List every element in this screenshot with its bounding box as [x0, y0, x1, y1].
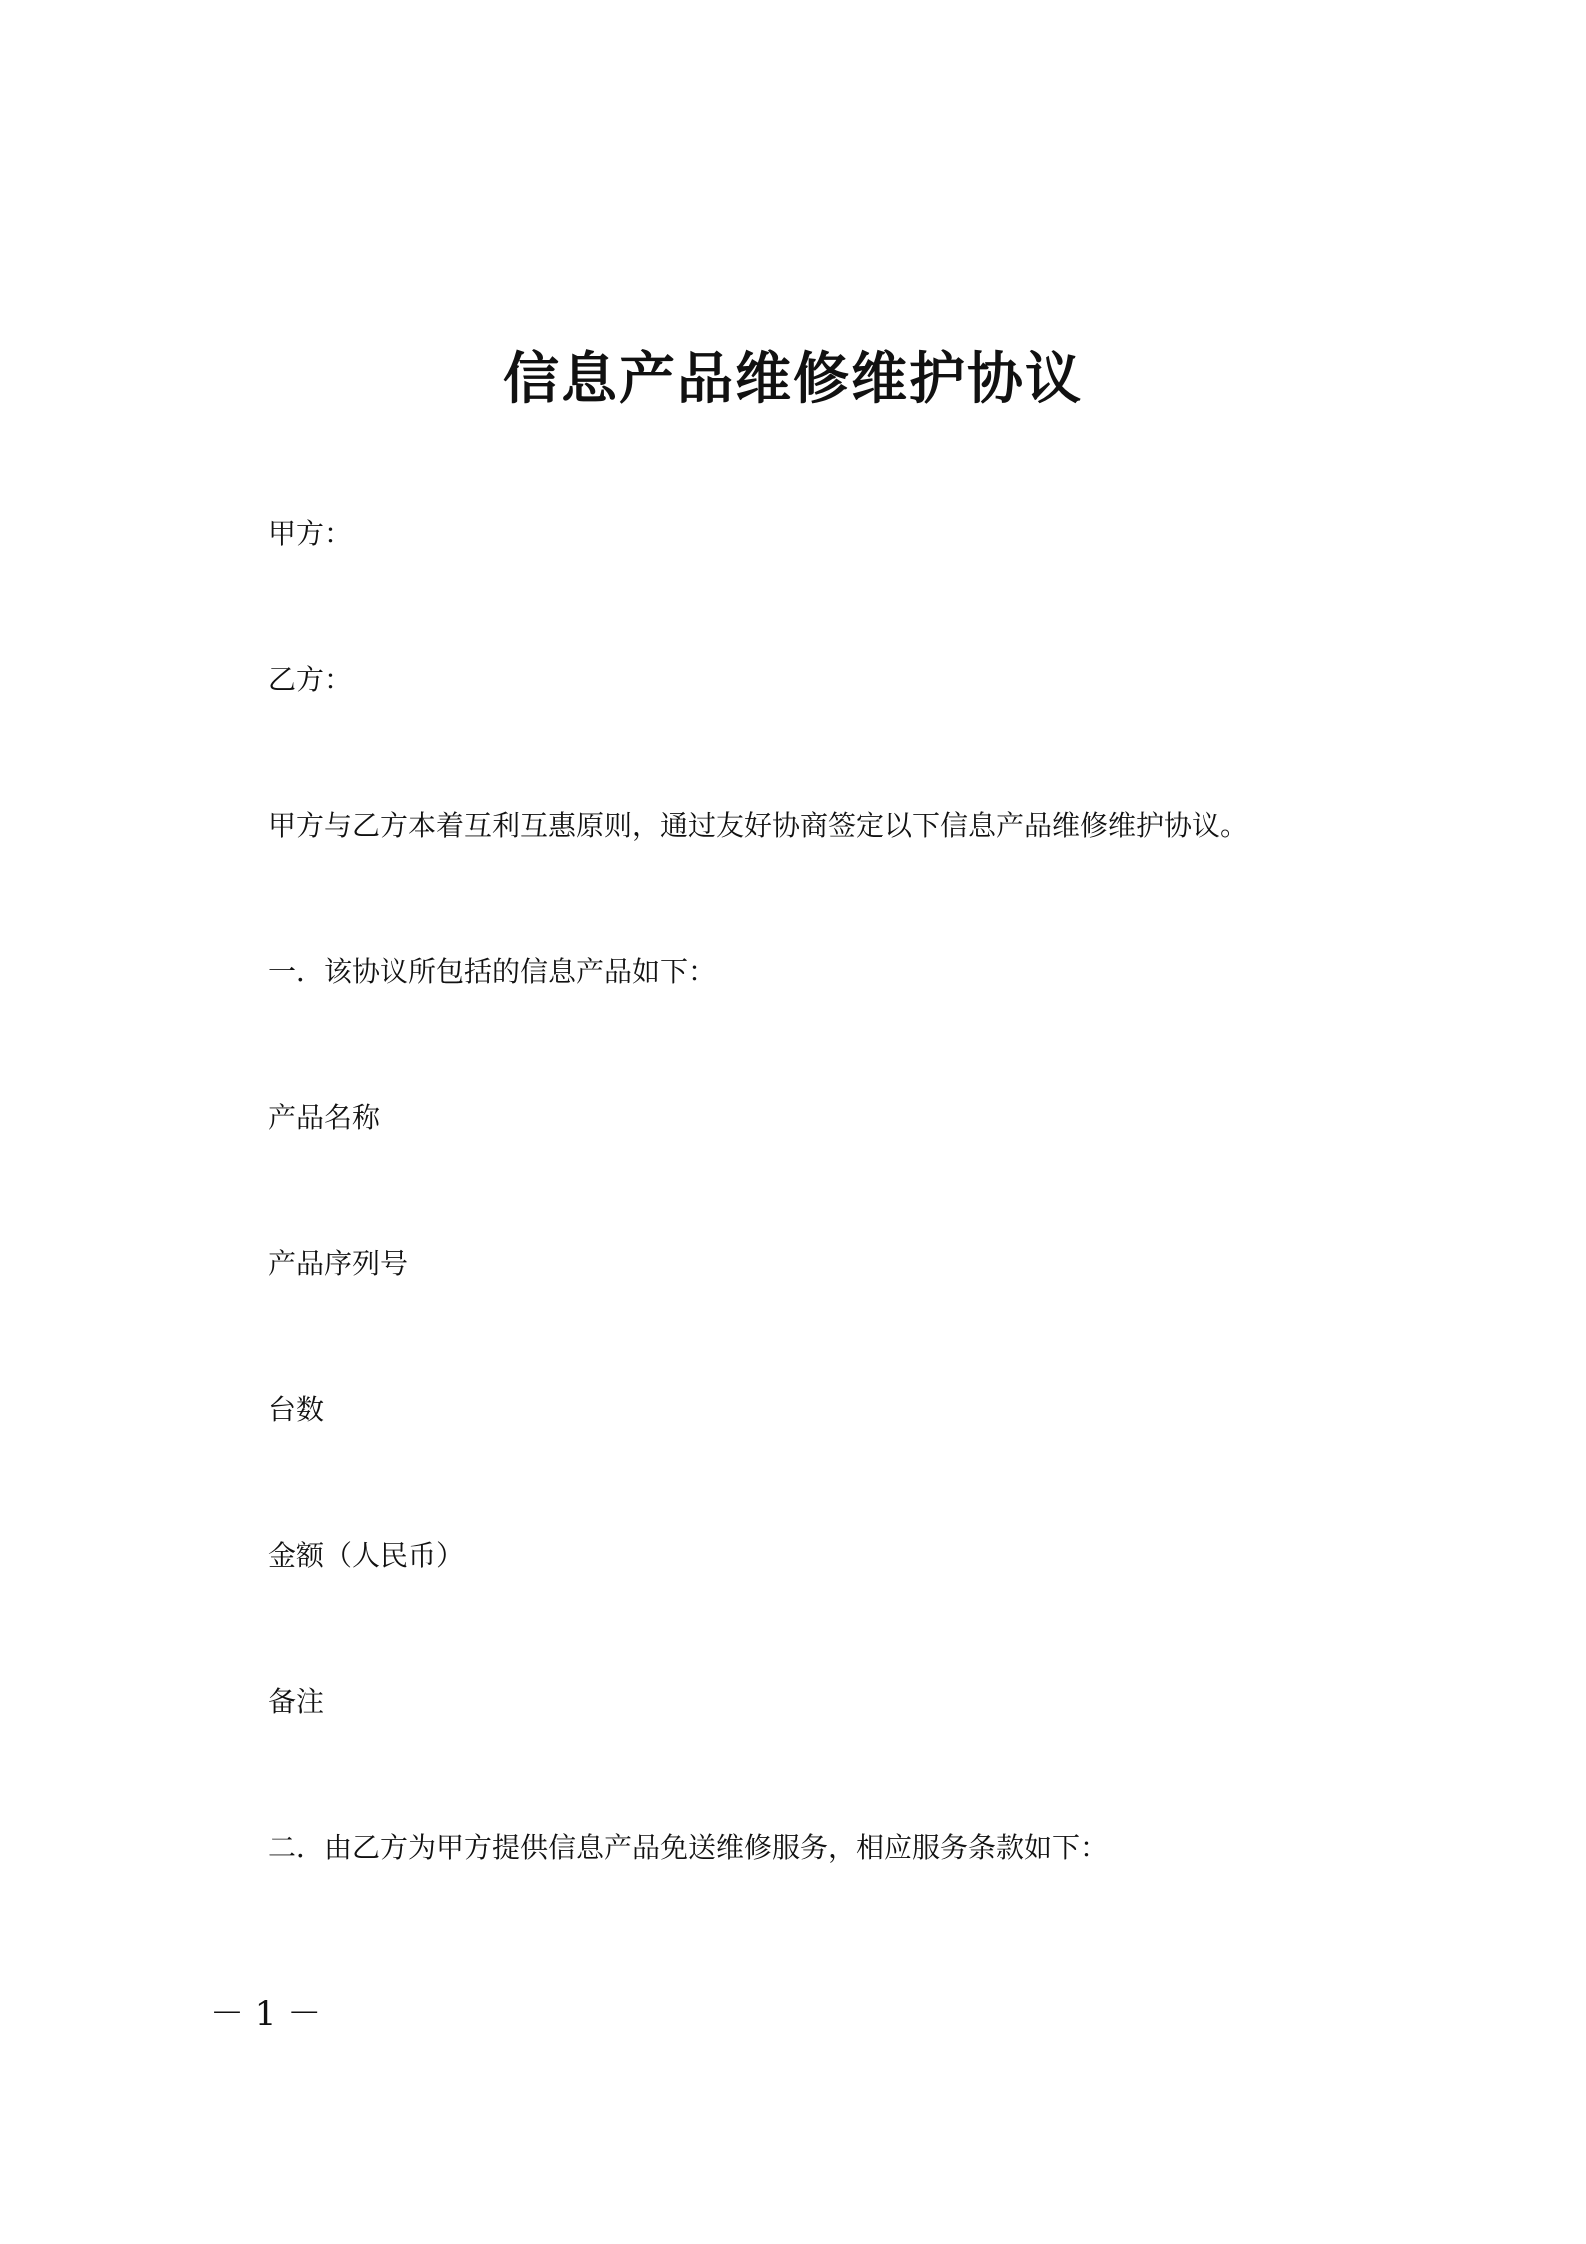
- preamble-text: 甲方与乙方本着互利互惠原则，通过友好协商签定以下信息产品维修维护协议。: [268, 809, 1249, 842]
- section1-heading: 一．该协议所包括的信息产品如下：: [268, 955, 717, 988]
- section2-heading: 二．由乙方为甲方提供信息产品免送维修服务，相应服务条款如下：: [268, 1831, 1109, 1864]
- field-remarks: 备注: [268, 1685, 325, 1718]
- party-a-label: 甲方：: [268, 517, 353, 550]
- party-b-label: 乙方：: [268, 663, 353, 696]
- page-number: － 1 －: [210, 1994, 322, 2034]
- field-quantity: 台数: [268, 1393, 325, 1426]
- field-product-name: 产品名称: [268, 1101, 381, 1134]
- field-amount: 金额（人民币）: [268, 1539, 465, 1572]
- field-serial-number: 产品序列号: [268, 1247, 409, 1280]
- document-title: 信息产品维修维护协议: [503, 347, 1083, 412]
